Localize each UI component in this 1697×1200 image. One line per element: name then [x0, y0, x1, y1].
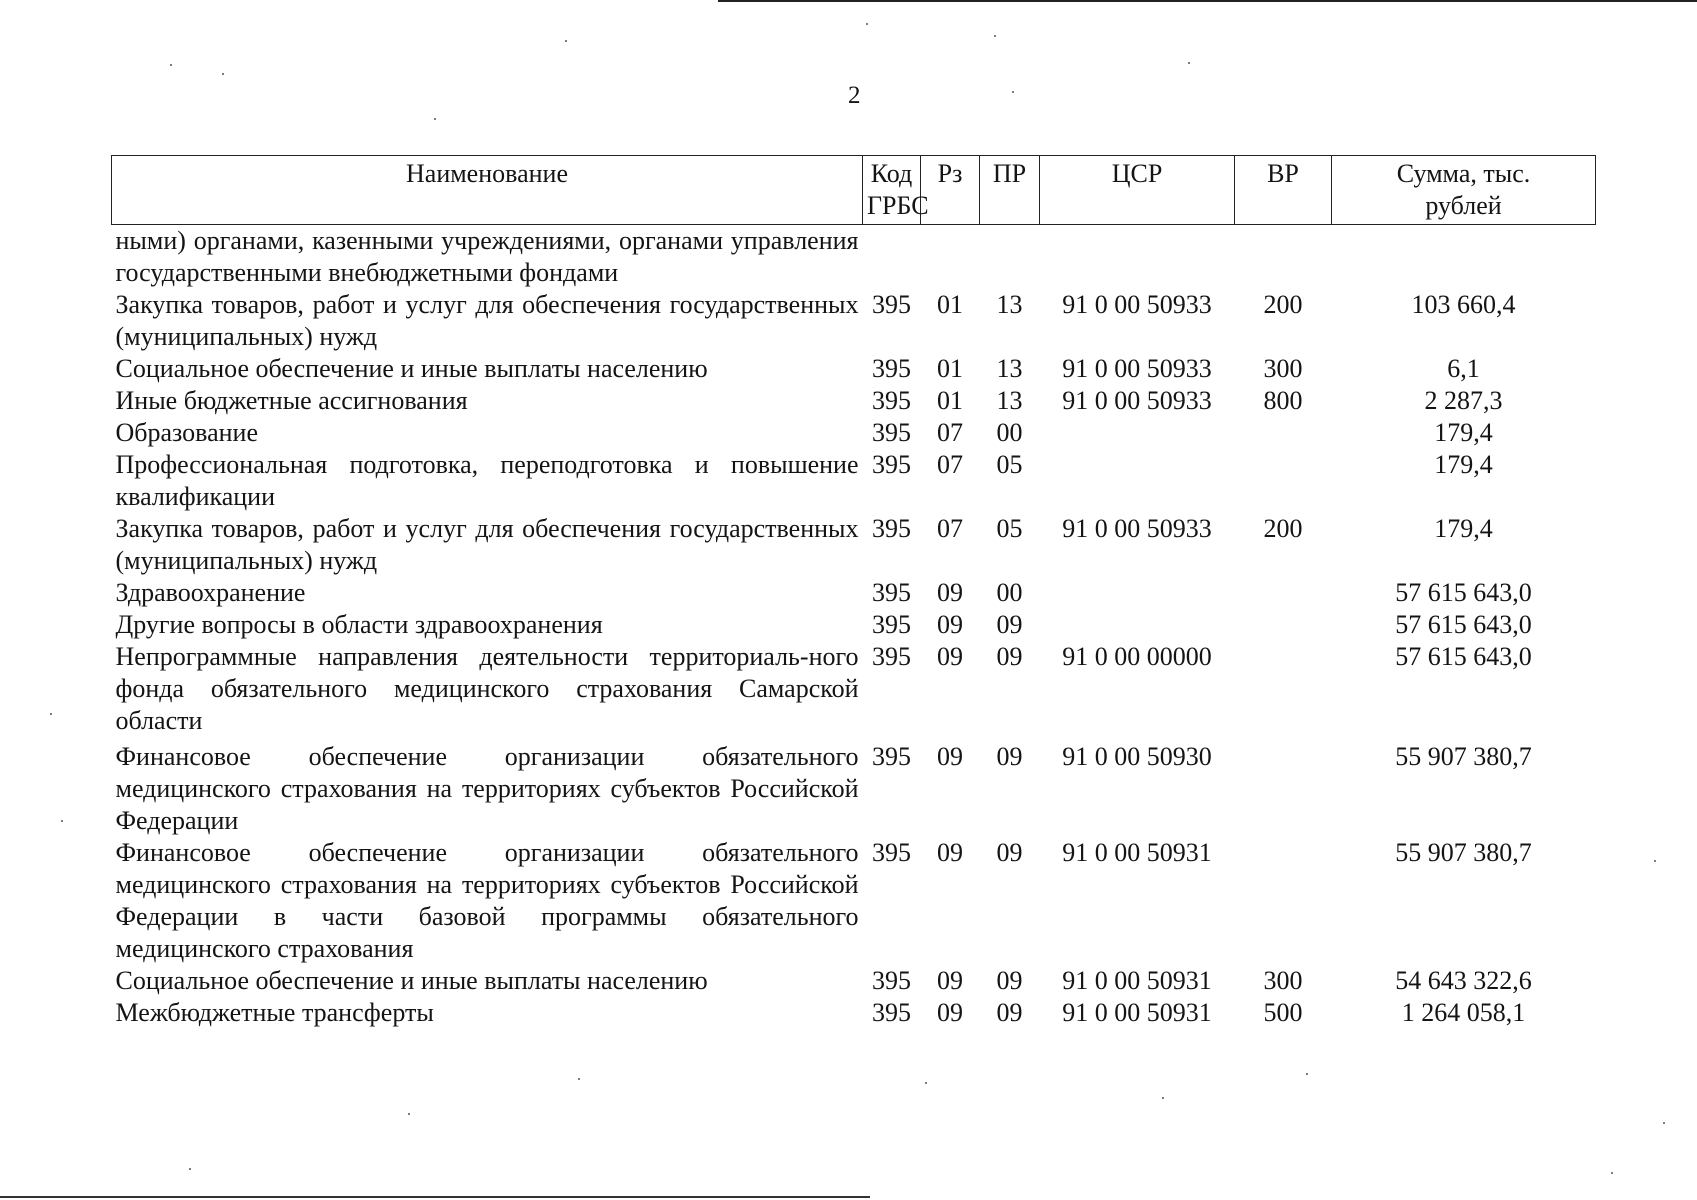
table-row [112, 417, 1596, 449]
scan-speck [1654, 860, 1656, 862]
header-code [863, 156, 929, 225]
scan-speck [925, 1082, 927, 1084]
row-rz: 09 [937, 742, 963, 771]
row-pr: 09 [996, 610, 1023, 639]
table-row [112, 577, 1596, 609]
row-sum: 103 660,4 [1411, 290, 1516, 319]
row-csr: 91 0 00 50933 [1062, 386, 1212, 415]
row-name: Другие вопросы в области здравоохранения [115, 610, 603, 639]
row-pr: 00 [996, 578, 1023, 607]
scan-speck [1611, 1172, 1613, 1174]
row-code: 395 [872, 514, 911, 543]
row-name: Социальное обеспечение и иные выплаты населению [115, 966, 708, 995]
row-rz [921, 225, 980, 290]
row-pr: 00 [996, 418, 1023, 447]
row-vr: 300 [1263, 354, 1303, 383]
row-name: Финансовое обеспечение организации обязательного медицинского страхования на территориях субъектов Российской Федерации [115, 742, 859, 835]
row-rz: 07 [937, 450, 963, 479]
row-vr: 200 [1263, 290, 1303, 319]
row-sum: 179,4 [1434, 418, 1493, 447]
row-name: Иные бюджетные ассигнования [115, 386, 468, 415]
row-pr [980, 225, 1040, 290]
scan-speck [408, 1113, 410, 1115]
header-name [112, 156, 863, 225]
row-name: Социальное обеспечение и иные выплаты населению [115, 354, 708, 383]
row-pr: 05 [996, 514, 1023, 543]
row-vr: 200 [1263, 514, 1303, 543]
row-csr [1040, 609, 1235, 641]
header-pr-label: ПР [992, 159, 1027, 188]
scan-speck [1012, 91, 1014, 93]
scan-speck [434, 118, 436, 120]
row-name: Закупка товаров, работ и услуг для обеспечения государственных (муниципальных) нужд [115, 514, 859, 575]
row-csr: 91 0 00 50931 [1062, 998, 1212, 1027]
table-row [112, 225, 1596, 290]
row-sum: 55 907 380,7 [1395, 742, 1532, 771]
row-code [863, 225, 921, 290]
row-sum: 2 287,3 [1424, 386, 1503, 415]
table-row [112, 353, 1596, 385]
row-pr: 09 [996, 966, 1023, 995]
row-sum: 179,4 [1434, 450, 1493, 479]
row-pr: 05 [996, 450, 1023, 479]
row-csr: 91 0 00 50930 [1062, 742, 1212, 771]
row-sum: 57 615 643,0 [1395, 610, 1532, 639]
row-code: 395 [872, 578, 911, 607]
scan-edge-bottom [0, 1196, 870, 1198]
row-sum: 179,4 [1434, 514, 1493, 543]
scan-speck [1188, 62, 1190, 64]
row-code: 395 [872, 966, 911, 995]
header-sum-line1: Сумма, тыс. [1396, 159, 1531, 188]
row-vr: 800 [1263, 386, 1303, 415]
row-rz: 01 [937, 386, 963, 415]
table-row [112, 449, 1596, 513]
header-code-line1: Код [870, 159, 913, 188]
row-pr: 13 [996, 290, 1023, 319]
table-header-row [112, 156, 1596, 225]
table-row [112, 289, 1596, 353]
row-sum: 57 615 643,0 [1395, 642, 1532, 671]
scan-speck [866, 23, 868, 25]
header-vr-label: ВР [1267, 159, 1299, 188]
row-rz: 07 [937, 514, 963, 543]
row-name: Межбюджетные трансферты [115, 998, 434, 1027]
row-csr [1040, 449, 1235, 513]
row-code: 395 [872, 742, 911, 771]
header-rz-label: Рз [937, 159, 963, 188]
row-csr: 91 0 00 00000 [1062, 642, 1212, 671]
row-rz: 09 [937, 610, 963, 639]
row-code: 395 [872, 354, 911, 383]
row-csr: 91 0 00 50931 [1062, 838, 1212, 867]
row-sum: 55 907 380,7 [1395, 838, 1532, 867]
scan-speck [1162, 1097, 1164, 1099]
row-rz: 09 [937, 578, 963, 607]
scan-speck [578, 1078, 580, 1080]
row-name: Здравоохранение [115, 578, 306, 607]
row-csr [1040, 577, 1235, 609]
page-number: 2 [848, 82, 861, 109]
scan-speck [565, 40, 567, 42]
row-code: 395 [872, 642, 911, 671]
row-sum: 1 264 058,1 [1401, 998, 1526, 1027]
row-name: Непрограммные направления деятельности территориаль-ного фонда обязательного медицинского страхования Самарской области [115, 642, 859, 735]
row-pr: 09 [996, 838, 1023, 867]
header-vr [1235, 156, 1332, 225]
row-csr [1040, 225, 1235, 290]
table-row [112, 965, 1596, 997]
header-rz [921, 156, 980, 225]
row-sum: 6,1 [1447, 354, 1480, 383]
row-vr [1235, 449, 1332, 513]
row-rz: 09 [937, 838, 963, 867]
row-pr: 09 [996, 742, 1023, 771]
scan-speck [189, 1168, 191, 1170]
row-csr: 91 0 00 50931 [1062, 966, 1212, 995]
scan-speck [1663, 1122, 1665, 1124]
row-code: 395 [872, 418, 911, 447]
row-pr: 09 [996, 642, 1023, 671]
row-pr: 13 [996, 386, 1023, 415]
row-code: 395 [872, 290, 911, 319]
table-row [112, 837, 1596, 965]
row-rz: 07 [937, 418, 963, 447]
row-vr: 300 [1263, 966, 1303, 995]
scan-speck [50, 713, 52, 715]
row-vr [1235, 609, 1332, 641]
row-vr: 500 [1263, 998, 1303, 1027]
row-vr [1235, 641, 1332, 737]
scan-speck [61, 820, 63, 822]
row-vr [1235, 417, 1332, 449]
row-vr [1235, 737, 1332, 837]
header-code-line2: ГРБС [867, 191, 929, 220]
row-code: 395 [872, 838, 911, 867]
row-csr: 91 0 00 50933 [1062, 290, 1212, 319]
header-sum [1332, 156, 1596, 225]
table-row [112, 997, 1596, 1029]
row-sum: 54 643 322,6 [1395, 966, 1532, 995]
row-vr [1235, 577, 1332, 609]
row-rz: 09 [937, 966, 963, 995]
table-row [112, 737, 1596, 837]
row-name: Образование [115, 418, 259, 447]
table-row [112, 513, 1596, 577]
budget-table [111, 155, 1596, 1029]
row-name: Финансовое обеспечение организации обязательного медицинского страхования на территориях субъектов Российской Федерации в части базовой программы обязательного медицинского страхования [115, 838, 859, 963]
header-csr-label: ЦСР [1111, 159, 1163, 188]
header-csr [1040, 156, 1235, 225]
row-rz: 01 [937, 290, 963, 319]
table-row [112, 385, 1596, 417]
row-code: 395 [872, 998, 911, 1027]
scan-speck [994, 35, 996, 37]
row-rz: 01 [937, 354, 963, 383]
header-pr [980, 156, 1040, 225]
scan-speck [1306, 1073, 1308, 1075]
row-csr [1040, 417, 1235, 449]
row-csr: 91 0 00 50933 [1062, 514, 1212, 543]
row-pr: 09 [996, 998, 1023, 1027]
header-sum-line2: рублей [1425, 191, 1502, 220]
row-name: Закупка товаров, работ и услуг для обеспечения государственных (муниципальных) нужд [115, 290, 859, 351]
row-sum [1332, 225, 1596, 290]
scan-speck [222, 73, 224, 75]
row-vr [1235, 225, 1332, 290]
table-row [112, 609, 1596, 641]
table-row [112, 641, 1596, 737]
row-vr [1235, 837, 1332, 965]
row-rz: 09 [937, 998, 963, 1027]
row-name: Профессиональная подготовка, переподготовка и повышение квалификации [115, 450, 859, 511]
row-code: 395 [872, 610, 911, 639]
row-name: ными) органами, казенными учреждениями, органами управления государственными внебюджетными фондами [115, 226, 859, 287]
row-pr: 13 [996, 354, 1023, 383]
header-name-label: Наименование [406, 159, 568, 188]
row-code: 395 [872, 386, 911, 415]
row-rz: 09 [937, 642, 963, 671]
row-sum: 57 615 643,0 [1395, 578, 1532, 607]
scan-edge-top [718, 0, 1697, 2]
row-csr: 91 0 00 50933 [1062, 354, 1212, 383]
scan-speck [170, 64, 172, 66]
row-code: 395 [872, 450, 911, 479]
